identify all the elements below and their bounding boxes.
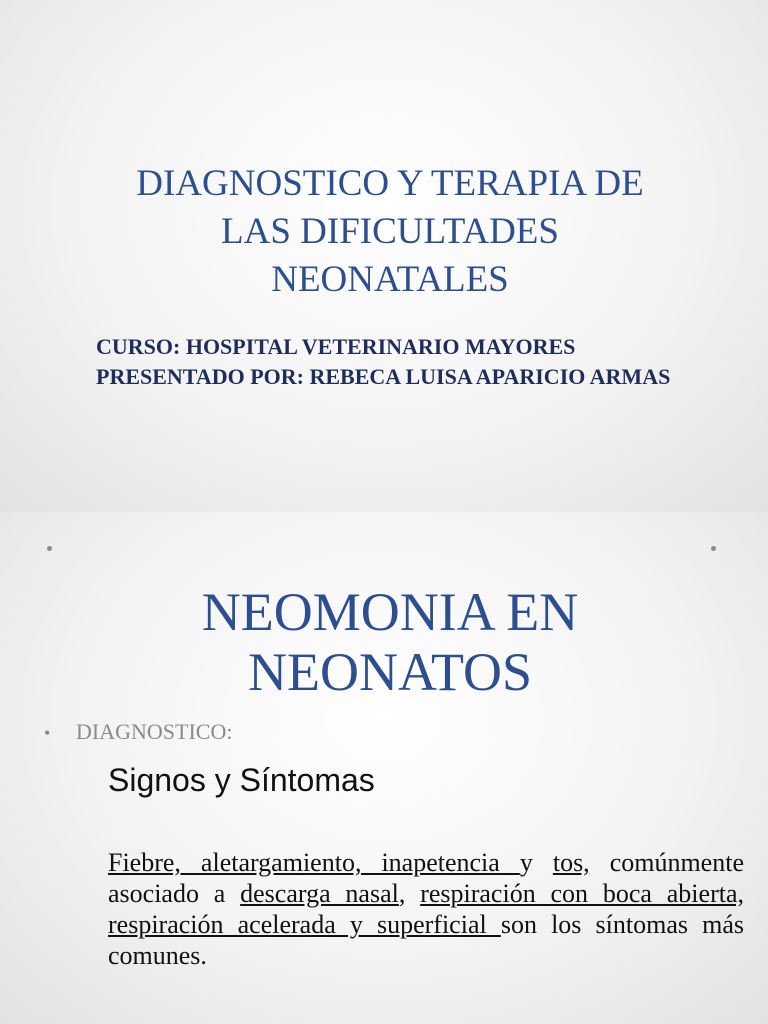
text-plain: y — [519, 848, 553, 877]
course-line: CURSO: HOSPITAL VETERINARIO MAYORES — [96, 334, 576, 359]
slide-1-title — [40, 160, 740, 304]
slide-2 — [0, 512, 768, 1024]
bullet-label: DIAGNOSTICO: — [76, 719, 233, 744]
text-underlined: respiración con boca abierta, respiración acelerada y superficial — [108, 879, 744, 939]
text-underlined: Fiebre, aletargamiento, inapetencia — [108, 848, 520, 877]
text-plain: son los síntomas más comunes. — [108, 910, 744, 970]
title-line: DIAGNOSTICO Y TERAPIA DE — [136, 163, 644, 204]
title-line: NEONATALES — [271, 259, 509, 300]
section-heading: Signos y Síntomas — [108, 762, 375, 798]
symptoms-paragraph — [108, 847, 744, 971]
slide-2-title — [40, 582, 740, 702]
title-line: NEONATOS — [247, 642, 533, 702]
text-plain: , — [398, 879, 421, 908]
slide-1-subtitle — [96, 332, 686, 392]
title-line: NEOMONIA EN — [201, 582, 579, 642]
text-underlined: tos, — [552, 848, 590, 877]
text-plain: comúnmente asociado a — [108, 848, 744, 908]
bullet-dot-icon — [47, 546, 52, 551]
presenter-line: PRESENTADO POR: REBECA LUISA APARICIO ARMAS — [96, 364, 671, 389]
bullet-item — [44, 717, 232, 748]
title-line: LAS DIFICULTADES — [221, 211, 559, 252]
bullet-icon: • — [44, 723, 51, 743]
bullet-dot-icon — [711, 546, 716, 551]
text-underlined: descarga nasal — [240, 879, 399, 908]
